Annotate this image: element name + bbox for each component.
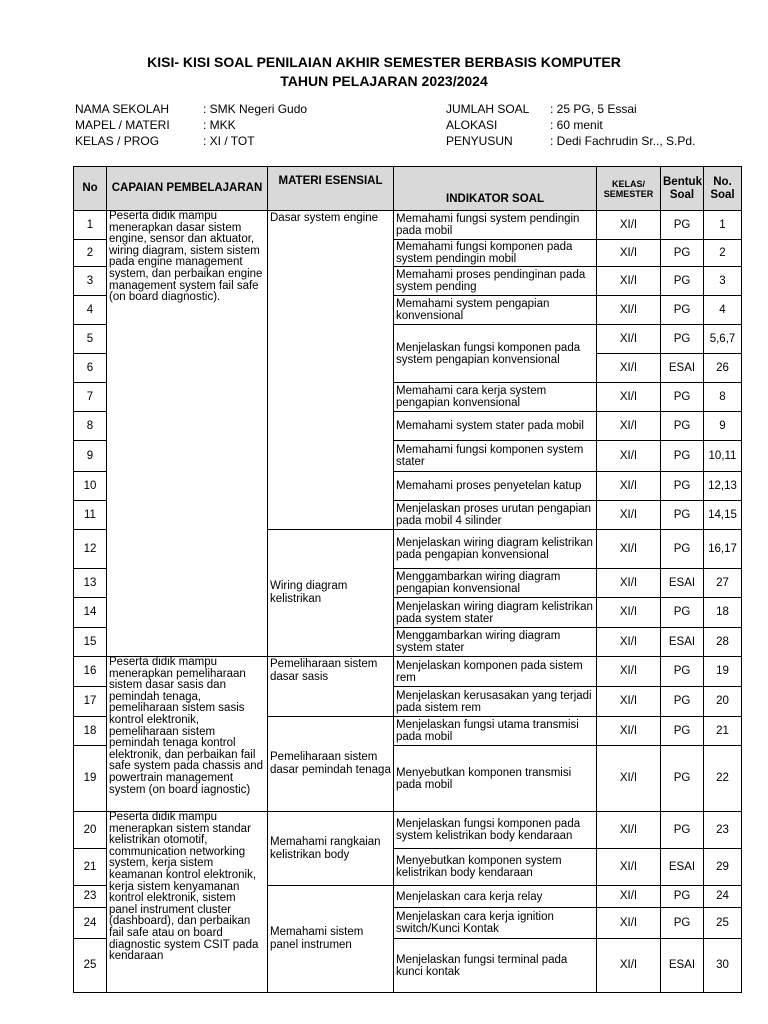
indikator-cell: Memahami cara kerja system pengapian konvensional (394, 383, 597, 412)
bentuk-cell: PG (661, 501, 704, 530)
kelas-cell: XI/I (597, 746, 661, 812)
nosoal-cell: 9 (704, 412, 742, 441)
row-no: 19 (74, 746, 107, 812)
materi-cell: Memahami sistem panel instrumen (268, 886, 394, 993)
info-label-penyusun: PENYUSUN (446, 134, 513, 148)
bentuk-cell: PG (661, 717, 704, 746)
info-value-kelas: : XI / TOT (203, 134, 255, 148)
bentuk-cell: PG (661, 687, 704, 717)
capaian-cell: Peserta didik mampu menerapkan dasar sistem engine, sensor dan aktuator, wiring diagram, sistem sistem pada engine management system, dan perbaikan engine management system fail safe (on board diagnostic). (107, 211, 268, 657)
row-no: 10 (74, 472, 107, 501)
row-no: 20 (74, 812, 107, 849)
indikator-cell: Menjelaskan cara kerja ignition switch/Kunci Kontak (394, 908, 597, 939)
kelas-cell: XI/I (597, 383, 661, 412)
bentuk-cell: PG (661, 886, 704, 908)
row-no: 2 (74, 240, 107, 267)
indikator-cell: Menjelaskan fungsi komponen pada system kelistrikan body kendaraan (394, 812, 597, 849)
header-indikator: INDIKATOR SOAL (394, 167, 597, 211)
kelas-cell: XI/I (597, 267, 661, 296)
table-header-row (74, 167, 742, 211)
row-no: 9 (74, 441, 107, 472)
nosoal-cell: 20 (704, 687, 742, 717)
nosoal-cell: 26 (704, 354, 742, 383)
kelas-cell: XI/I (597, 296, 661, 325)
nosoal-cell: 23 (704, 812, 742, 849)
indikator-cell: Menjelaskan fungsi utama transmisi pada mobil (394, 717, 597, 746)
row-no: 4 (74, 296, 107, 325)
info-label-nama-sekolah: NAMA SEKOLAH (75, 102, 170, 116)
page-subtitle: TAHUN PELAJARAN 2023/2024 (280, 73, 488, 89)
nosoal-cell: 4 (704, 296, 742, 325)
bentuk-cell: PG (661, 812, 704, 849)
indikator-cell: Menjelaskan cara kerja relay (394, 886, 597, 908)
indikator-cell: Memahami fungsi komponen pada system pendingin mobil (394, 240, 597, 267)
kelas-cell: XI/I (597, 569, 661, 598)
row-no: 23 (74, 886, 107, 908)
indikator-cell: Menyebutkan komponen system kelistrikan body kendaraan (394, 849, 597, 886)
info-value-nama-sekolah: : SMK Negeri Gudo (203, 102, 308, 116)
kelas-cell: XI/I (597, 849, 661, 886)
page-title: KISI- KISI SOAL PENILAIAN AKHIR SEMESTER BERBASIS KOMPUTER (147, 54, 621, 70)
nosoal-cell: 24 (704, 886, 742, 908)
bentuk-cell: PG (661, 211, 704, 240)
kelas-cell: XI/I (597, 354, 661, 383)
materi-cell: Dasar system engine (268, 211, 394, 530)
row-no: 3 (74, 267, 107, 296)
materi-cell: Wiring diagram kelistrikan (268, 530, 394, 657)
nosoal-cell: 10,11 (704, 441, 742, 472)
materi-cell: Pemeliharaan sistem dasar sasis (268, 657, 394, 717)
info-value-jumlah-soal: : 25 PG, 5 Essai (550, 102, 637, 116)
bentuk-cell: PG (661, 325, 704, 354)
row-no: 8 (74, 412, 107, 441)
kelas-cell: XI/I (597, 939, 661, 993)
row-no: 17 (74, 687, 107, 717)
kelas-cell: XI/I (597, 412, 661, 441)
info-value-mapel: : MKK (203, 118, 236, 132)
bentuk-cell: PG (661, 908, 704, 939)
bentuk-cell: PG (661, 598, 704, 628)
nosoal-cell: 5,6,7 (704, 325, 742, 354)
header-nosoal: No. Soal (704, 167, 742, 211)
header-materi: MATERI ESENSIAL (268, 167, 394, 211)
indikator-cell: Memahami proses pendinginan pada system pending (394, 267, 597, 296)
kelas-cell: XI/I (597, 598, 661, 628)
nosoal-cell: 14,15 (704, 501, 742, 530)
kelas-cell: XI/I (597, 441, 661, 472)
indikator-cell: Menggambarkan wiring diagram pengapian konvensional (394, 569, 597, 598)
bentuk-cell: ESAI (661, 939, 704, 993)
kelas-cell: XI/I (597, 325, 661, 354)
indikator-cell: Menjelaskan kerusasakan yang terjadi pada sistem rem (394, 687, 597, 717)
materi-cell: Pemeliharaan sistem dasar pemindah tenaga (268, 717, 394, 812)
nosoal-cell: 25 (704, 908, 742, 939)
nosoal-cell: 19 (704, 657, 742, 687)
indikator-cell: Menjelaskan komponen pada sistem rem (394, 657, 597, 687)
row-no: 25 (74, 939, 107, 993)
row-no: 13 (74, 569, 107, 598)
nosoal-cell: 28 (704, 628, 742, 657)
kelas-cell: XI/I (597, 501, 661, 530)
bentuk-cell: PG (661, 746, 704, 812)
bentuk-cell: ESAI (661, 569, 704, 598)
nosoal-cell: 3 (704, 267, 742, 296)
info-label-mapel: MAPEL / MATERI (75, 118, 170, 132)
header-kelas: KELAS/ SEMESTER (597, 167, 661, 211)
row-no: 11 (74, 501, 107, 530)
kelas-cell: XI/I (597, 240, 661, 267)
bentuk-cell: PG (661, 657, 704, 687)
info-label-kelas: KELAS / PROG (75, 134, 160, 148)
kelas-cell: XI/I (597, 886, 661, 908)
nosoal-cell: 27 (704, 569, 742, 598)
kelas-cell: XI/I (597, 687, 661, 717)
nosoal-cell: 18 (704, 598, 742, 628)
bentuk-cell: ESAI (661, 628, 704, 657)
indikator-cell: Menjelaskan fungsi terminal pada kunci kontak (394, 939, 597, 993)
bentuk-cell: PG (661, 441, 704, 472)
indikator-cell: Memahami proses penyetelan katup (394, 472, 597, 501)
bentuk-cell: PG (661, 240, 704, 267)
indikator-cell: Memahami fungsi komponen system stater (394, 441, 597, 472)
kelas-cell: XI/I (597, 211, 661, 240)
bentuk-cell: PG (661, 412, 704, 441)
capaian-cell: Peserta didik mampu menerapkan sistem standar kelistrikan otomotif, communication networking system, kerja sistem keamanan kontrol elektronik, kerja sistem kenyamanan kontrol elektronik, sistem panel instrument cluster (dashboard), dan perbaikan fail safe atau on board diagnostic system CSIT pada kendaraan (107, 812, 268, 993)
kelas-cell: XI/I (597, 530, 661, 569)
bentuk-cell: PG (661, 530, 704, 569)
kisi-kisi-table (73, 166, 742, 993)
indikator-cell: Menjelaskan wiring diagram kelistrikan pada pengapian konvensional (394, 530, 597, 569)
table-row (74, 657, 742, 687)
indikator-cell: Memahami system stater pada mobil (394, 412, 597, 441)
row-no: 21 (74, 849, 107, 886)
bentuk-cell: PG (661, 296, 704, 325)
row-no: 15 (74, 628, 107, 657)
indikator-cell: Menjelaskan proses urutan pengapian pada mobil 4 silinder (394, 501, 597, 530)
indikator-cell: Menjelaskan wiring diagram kelistrikan pada system stater (394, 598, 597, 628)
nosoal-cell: 8 (704, 383, 742, 412)
table-row (74, 812, 742, 849)
bentuk-cell: ESAI (661, 354, 704, 383)
header-capaian: CAPAIAN PEMBELAJARAN (107, 167, 268, 211)
bentuk-cell: PG (661, 383, 704, 412)
row-no: 5 (74, 325, 107, 354)
info-value-penyusun: : Dedi Fachrudin Sr.., S.Pd. (550, 134, 696, 148)
row-no: 12 (74, 530, 107, 569)
kelas-cell: XI/I (597, 628, 661, 657)
info-label-jumlah-soal: JUMLAH SOAL (446, 102, 530, 116)
bentuk-cell: ESAI (661, 849, 704, 886)
nosoal-cell: 16,17 (704, 530, 742, 569)
kelas-cell: XI/I (597, 812, 661, 849)
table-row (74, 211, 742, 240)
nosoal-cell: 21 (704, 717, 742, 746)
nosoal-cell: 1 (704, 211, 742, 240)
kelas-cell: XI/I (597, 472, 661, 501)
row-no: 16 (74, 657, 107, 687)
nosoal-cell: 30 (704, 939, 742, 993)
indikator-cell: Menyebutkan komponen transmisi pada mobil (394, 746, 597, 812)
info-label-alokasi: ALOKASI (446, 118, 498, 132)
row-no: 18 (74, 717, 107, 746)
kelas-cell: XI/I (597, 657, 661, 687)
nosoal-cell: 2 (704, 240, 742, 267)
capaian-cell: Peserta didik mampu menerapkan pemeliharaan sistem dasar sasis dan pemindah tenaga, pemeliharaan sistem sasis kontrol elektronik, pemeliharaan sistem pemindah tenaga kontrol elektronik, dan perbaikan fail safe system pada chassis and powertrain management system (on board iagnostic) (107, 657, 268, 812)
info-value-alokasi: : 60 menit (550, 118, 603, 132)
bentuk-cell: PG (661, 267, 704, 296)
row-no: 1 (74, 211, 107, 240)
row-no: 14 (74, 598, 107, 628)
indikator-cell: Memahami fungsi system pendingin pada mobil (394, 211, 597, 240)
indikator-cell: Menggambarkan wiring diagram system stater (394, 628, 597, 657)
row-no: 7 (74, 383, 107, 412)
kelas-cell: XI/I (597, 717, 661, 746)
nosoal-cell: 22 (704, 746, 742, 812)
materi-cell: Memahami rangkaian kelistrikan body (268, 812, 394, 886)
header-no: No (74, 167, 107, 211)
indikator-cell: Menjelaskan fungsi komponen pada system pengapian konvensional (394, 325, 597, 383)
header-bentuk: Bentuk Soal (661, 167, 704, 211)
indikator-cell: Memahami system pengapian konvensional (394, 296, 597, 325)
nosoal-cell: 29 (704, 849, 742, 886)
bentuk-cell: PG (661, 472, 704, 501)
row-no: 6 (74, 354, 107, 383)
kelas-cell: XI/I (597, 908, 661, 939)
row-no: 24 (74, 908, 107, 939)
nosoal-cell: 12,13 (704, 472, 742, 501)
